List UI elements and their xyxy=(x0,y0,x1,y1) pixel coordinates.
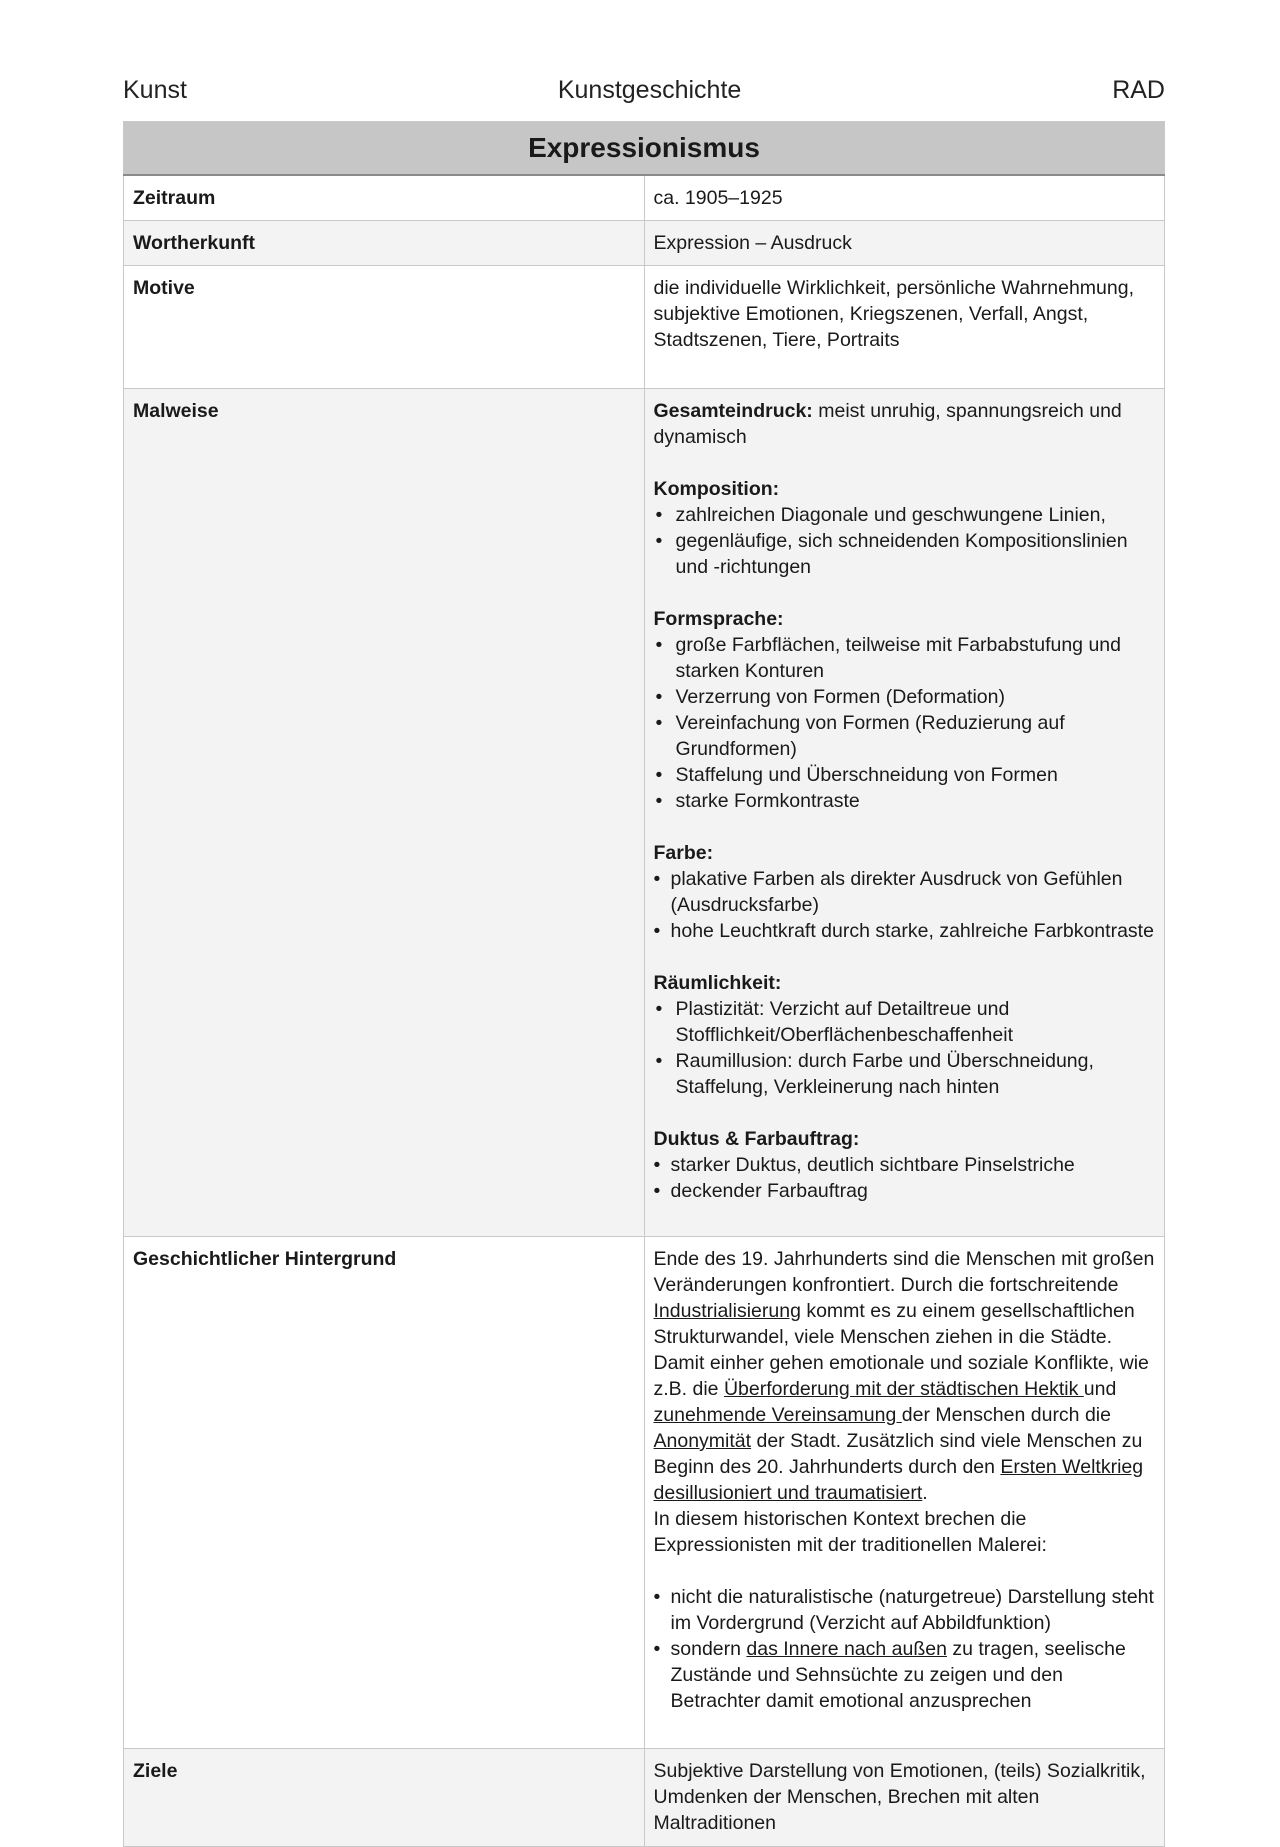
text-run: sondern xyxy=(670,1638,747,1660)
list-item: • plakative Farben als direkter Ausdruck von Gefühlen (Ausdrucksfarbe) xyxy=(654,866,1156,918)
underlined-term: Ersten Weltkrieg xyxy=(1000,1456,1144,1478)
raeumlichkeit-list xyxy=(654,996,1156,1100)
underlined-term: das Innere nach außen xyxy=(746,1638,947,1660)
list-item: • starke Formkontraste xyxy=(654,788,1156,814)
list-item: • Vereinfachung von Formen (Reduzierung auf Grundformen) xyxy=(654,710,1156,762)
duktus-title: Duktus & Farbauftrag: xyxy=(653,1128,860,1150)
raeumlichkeit-title: Räumlichkeit: xyxy=(653,972,782,994)
underlined-term: Industrialisierung xyxy=(653,1300,801,1322)
list-item: • zahlreichen Diagonale und geschwungene Linien, xyxy=(654,502,1156,528)
label-zeitraum: Zeitraum xyxy=(124,175,645,221)
gesamteindruck-text: meist unruhig, spannungsreich und dynamisch xyxy=(653,400,1122,448)
text-run: . xyxy=(922,1482,928,1504)
row-wortherkunft xyxy=(124,221,1165,266)
value-wortherkunft: Expression – Ausdruck xyxy=(644,221,1165,266)
list-item: • große Farbflächen, teilweise mit Farbabstufung und starken Konturen xyxy=(654,632,1156,684)
header-topic: Kunstgeschichte xyxy=(557,76,742,104)
row-malweise xyxy=(124,389,1165,1237)
list-item: • Plastizität: Verzicht auf Detailtreue und Stofflichkeit/Oberflächenbeschaffenheit xyxy=(654,996,1156,1048)
value-zeitraum: ca. 1905–1925 xyxy=(644,175,1165,221)
value-motive: die individuelle Wirklichkeit, persönliche Wahrnehmung, subjektive Emotionen, Kriegszenen, Verfall, Angst, Stadtszenen, Tiere, Portraits xyxy=(644,266,1165,389)
farbe-title: Farbe: xyxy=(653,842,714,864)
label-wortherkunft: Wortherkunft xyxy=(124,221,645,266)
header-author: RAD xyxy=(1112,76,1165,104)
hintergrund-paragraph-1 xyxy=(654,1246,1156,1506)
underlined-term: desillusioniert und traumatisiert xyxy=(653,1482,923,1504)
gesamteindruck-label: Gesamteindruck: xyxy=(653,400,813,422)
underlined-term: zunehmende Vereinsamung xyxy=(653,1404,902,1426)
header-subject: Kunst xyxy=(123,76,187,104)
formsprache-list xyxy=(654,632,1156,814)
raeumlichkeit-section xyxy=(654,970,1156,1100)
list-item: • hohe Leuchtkraft durch starke, zahlreiche Farbkontraste xyxy=(654,918,1156,944)
duktus-section xyxy=(654,1126,1156,1204)
label-malweise: Malweise xyxy=(124,389,645,1237)
farbe-list xyxy=(654,866,1156,944)
value-hintergrund xyxy=(644,1237,1165,1749)
row-motive xyxy=(124,266,1165,389)
hintergrund-paragraph-2: In diesem historischen Kontext brechen die Expressionisten mit der traditionellen Malerei: xyxy=(653,1508,1047,1556)
komposition-section xyxy=(654,476,1156,580)
text-run: der Menschen durch die xyxy=(901,1404,1111,1426)
label-motive: Motive xyxy=(124,266,645,389)
row-zeitraum xyxy=(124,175,1165,221)
list-item xyxy=(654,1636,1156,1714)
formsprache-title: Formsprache: xyxy=(653,608,784,630)
sheet-title: Expressionismus xyxy=(124,122,1165,176)
underlined-term: Anonymität xyxy=(653,1430,752,1452)
fact-sheet-table xyxy=(123,121,1165,1847)
list-item: • deckender Farbauftrag xyxy=(654,1178,1156,1204)
komposition-title: Komposition: xyxy=(653,478,780,500)
list-item: • Raumillusion: durch Farbe und Überschneidung, Staffelung, Verkleinerung nach hinten xyxy=(654,1048,1156,1100)
text-run: der Stadt. Zusätzlich sind viele Menschen zu Beginn des 20. Jahrhunderts durch den xyxy=(653,1430,1143,1478)
row-ziele xyxy=(124,1749,1165,1847)
row-hintergrund xyxy=(124,1237,1165,1749)
label-hintergrund: Geschichtlicher Hintergrund xyxy=(124,1237,645,1749)
text-run: kommt es zu einem gesellschaftlichen Strukturwandel, viele Menschen ziehen in die Städte. Damit einher gehen emotionale und soziale Konflikte, wie z.B. die xyxy=(653,1300,1149,1400)
list-item: • Verzerrung von Formen (Deformation) xyxy=(654,684,1156,710)
value-ziele: Subjektive Darstellung von Emotionen, (teils) Sozialkritik, Umdenken der Menschen, Brechen mit alten Maltraditionen xyxy=(644,1749,1165,1847)
duktus-list xyxy=(654,1152,1156,1204)
text-run: Ende des 19. Jahrhunderts sind die Menschen mit großen Veränderungen konfrontiert. Durch die fortschreitende xyxy=(653,1248,1155,1296)
label-ziele: Ziele xyxy=(124,1749,645,1847)
list-item: • Staffelung und Überschneidung von Formen xyxy=(654,762,1156,788)
hintergrund-list xyxy=(654,1584,1156,1714)
text-run: zu tragen, seelische Zustände und Sehnsüchte zu zeigen und den Betrachter damit emotional anzusprechen xyxy=(670,1638,1126,1712)
komposition-list xyxy=(654,502,1156,580)
value-malweise xyxy=(644,389,1165,1237)
list-item: • nicht die naturalistische (naturgetreue) Darstellung steht im Vordergrund (Verzicht auf Abbildfunktion) xyxy=(654,1584,1156,1636)
text-run: und xyxy=(1083,1378,1117,1400)
list-item: • gegenläufige, sich schneidenden Kompositionslinien und -richtungen xyxy=(654,528,1156,580)
list-item: • starker Duktus, deutlich sichtbare Pinselstriche xyxy=(654,1152,1156,1178)
gesamteindruck xyxy=(654,398,1156,450)
page-header xyxy=(123,76,1165,105)
formsprache-section xyxy=(654,606,1156,814)
farbe-section xyxy=(654,840,1156,944)
underlined-term: Überforderung mit der städtischen Hektik xyxy=(723,1378,1084,1400)
